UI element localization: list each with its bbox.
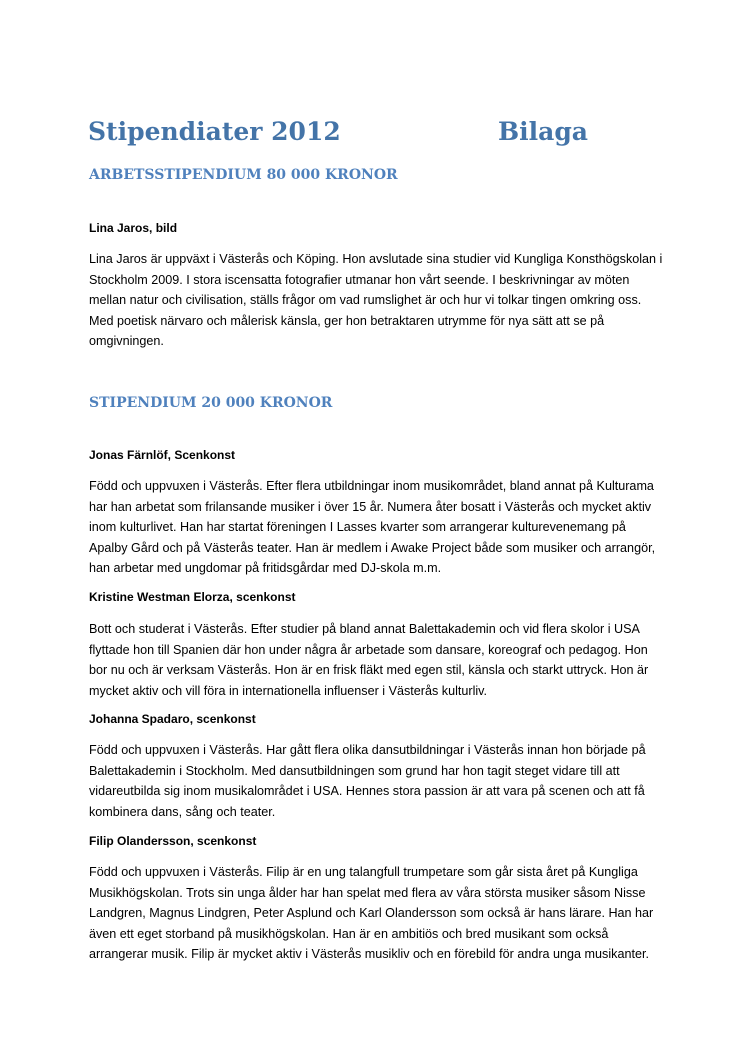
document-title — [88, 117, 648, 157]
recipient-name: Kristine Westman Elorza, scenkonst — [89, 590, 296, 604]
section-heading-grant: STIPENDIUM 20 000 KRONOR — [89, 395, 333, 411]
page-title: Stipendiater 2012 — [88, 117, 341, 146]
recipient-name: Johanna Spadaro, scenkonst — [89, 712, 256, 726]
section-heading-work-grant: ARBETSSTIPENDIUM 80 000 KRONOR — [89, 167, 398, 183]
recipient-bio: Född och uppvuxen i Västerås. Efter flera utbildningar inom musikområdet, bland annat på Kulturama har han arbetat som frilansande musiker i över 15 år. Numera åter bosatt i Västerås och mycket aktiv inom kulturlivet. Han har startat föreningen I Lasses kvarter som arrangerar kulturevenemang på Apalby Gård och på Västerås teater. Han är medlem i Awake Project både som musiker och arrangör, han arbetar med ungdomar på fritidsgårdar med DJ-skola m.m. — [89, 479, 656, 576]
attachment-label: Bilaga — [498, 117, 589, 146]
recipient-name: Lina Jaros, bild — [89, 221, 178, 235]
recipient-bio: Född och uppvuxen i Västerås. Filip är en ung talangfull trumpetare som går sista året på Kungliga Musikhögskolan. Trots sin unga ålder har han spelat med flera av våra största musiker såsom Nisse Landgren, Magnus Lindgren, Peter Asplund och Karl Olandersson som också är hans lärare. Han har även ett eget storband på musikhögskolan. Han är en ambitiös och bred musikant som också arrangerar musik. Filip är mycket aktiv i Västerås musikliv och en förebild för andra unga musikanter. — [89, 865, 654, 962]
recipient-bio: Bott och studerat i Västerås. Efter studier på bland annat Balettakademin och vid flera skolor i USA flyttade hon till Spanien där hon under några år arbetade som dansare, koreograf och pedagog. Hon bor nu och är verksam Västerås. Hon är en frisk fläkt med egen stil, känsla och starkt uttryck. Hon är mycket aktiv och vill föra in internationella influenser i Västerås kulturliv. — [89, 622, 649, 698]
recipient-name: Filip Olandersson, scenkonst — [89, 834, 257, 848]
recipient-name: Jonas Färnlöf, Scenkonst — [89, 448, 236, 462]
recipient-bio: Född och uppvuxen i Västerås. Har gått flera olika dansutbildningar i Västerås innan hon började på Balettakademin i Stockholm. Med dansutbildningen som grund har hon tagit steget vidare till att vidareutbilda sig inom musikalområdet i USA. Hennes stora passion är att vara på scenen och att få kombinera dans, sång och teater. — [89, 743, 646, 819]
recipient-bio: Lina Jaros är uppväxt i Västerås och Köping. Hon avslutade sina studier vid Kungliga Konsthögskolan i Stockholm 2009. I stora iscensatta fotografier utmanar hon vårt seende. I beskrivningar av möten mellan natur och civilisation, ställs frågor om vad rumslighet är och hur vi tolkar tingen omkring oss. Med poetisk närvaro och målerisk känsla, ger hon betraktaren utrymme för nya sätt att se på omgivningen. — [89, 252, 663, 349]
